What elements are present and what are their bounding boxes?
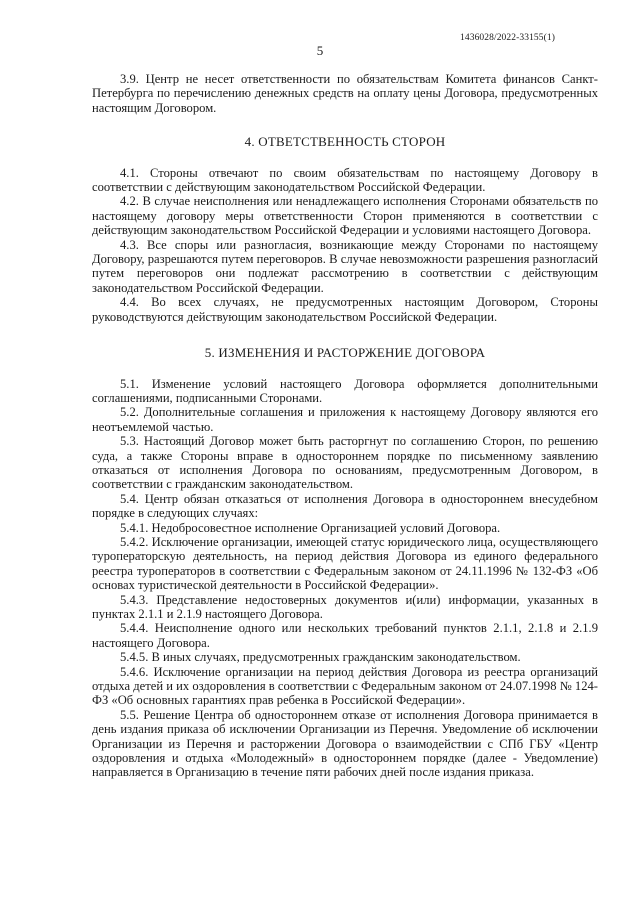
section-4-heading: 4. ОТВЕТСТВЕННОСТЬ СТОРОН (244, 134, 446, 150)
clause-5-4-3: 5.4.3. Представление недостоверных документов и(или) информации, указанных в пунктах 2.1.1 и 2.1.9 настоящего Договора. (92, 592, 598, 621)
clause-5-4-6: 5.4.6. Исключение организации на период действия Договора из реестра организаций отдыха детей и их оздоровления в соответствии с Федеральным законом от 24.07.1998 № 124-ФЗ «Об основных гарантиях прав ребенка в Российской Федерации». (92, 664, 598, 708)
clause-5-3: 5.3. Настоящий Договор может быть расторгнут по соглашению Сторон, по решению суда, а также Стороны вправе в одностороннем порядке по письменному заявлению отказаться от исполнения Договора по основаниям, предусмотренным Договором, в соответствии с гражданским законодательством. (92, 434, 598, 492)
clause-5-4-5: 5.4.5. В иных случаях, предусмотренных гражданским законодательством. (120, 650, 521, 665)
clause-3-9: 3.9. Центр не несет ответственности по обязательствам Комитета финансов Санкт-Петербурга по перечислению денежных средств на оплату цены Договора, предусмотренных настоящим Договором. (92, 72, 598, 115)
clause-5-1: 5.1. Изменение условий настоящего Договора оформляется дополнительными соглашениями, подписанными Сторонами. (92, 376, 598, 405)
section-5-heading: 5. ИЗМЕНЕНИЯ И РАСТОРЖЕНИЕ ДОГОВОРА (204, 345, 486, 361)
clause-5-4: 5.4. Центр обязан отказаться от исполнения Договора в одностороннем внесудебном порядке в следующих случаях: (92, 491, 598, 521)
clause-5-2: 5.2. Дополнительные соглашения и приложения к настоящему Договору являются его неотъемлемой частью. (92, 405, 598, 434)
clause-5-5: 5.5. Решение Центра об одностороннем отказе от исполнения Договора принимается в день издания приказа об исключении Организации из Перечня. Уведомление об исключении Организации из Перечня и расторжении Договора о взаимодействии с СПб ГБУ «Центр оздоровления и отдыха «Молодежный» в одностороннем порядке (далее - Уведомление) направляется в Организацию в течение пяти рабочих дней после издания приказа. (92, 707, 598, 780)
document-id: 1436028/2022-33155(1) (460, 33, 555, 43)
page-number: 5 (316, 43, 324, 58)
clause-5-4-1: 5.4.1. Недобросовестное исполнение Организацией условий Договора. (120, 520, 501, 535)
clause-5-4-4: 5.4.4. Неисполнение одного или нескольких требований пунктов 2.1.1, 2.1.8 и 2.1.9 настоящего Договора. (92, 621, 598, 650)
clause-5-4-2: 5.4.2. Исключение организации, имеющей статус юридического лица, осуществляющего туроператорскую деятельность, на период действия Договора из единого федерального реестра туроператоров в соответствии с Федеральным законом от 24.11.1996 № 132-ФЗ «Об основах туристической деятельности в Российской Федерации». (92, 534, 598, 593)
clause-4-3: 4.3. Все споры или разногласия, возникающие между Сторонами по настоящему Договору, разрешаются путем переговоров. В случае невозможности разрешения разногласий путем переговоров они подлежат рассмотрению в соответствии с действующим законодательством Российской Федерации. (92, 237, 598, 295)
document-body (92, 72, 598, 780)
clause-4-1: 4.1. Стороны отвечают по своим обязательствам по настоящему Договору в соответствии с действующим законодательством Российской Федерации. (92, 165, 598, 195)
clause-4-2: 4.2. В случае неисполнения или ненадлежащего исполнения Сторонами обязательств по настоящему договору меры ответственности Сторон применяются в соответствии с действующим законодательством Российской Федерации и условиями настоящего Договора. (92, 194, 598, 238)
clause-4-4: 4.4. Во всех случаях, не предусмотренных настоящим Договором, Стороны руководствуются действующим законодательством Российской Федерации. (92, 295, 598, 324)
